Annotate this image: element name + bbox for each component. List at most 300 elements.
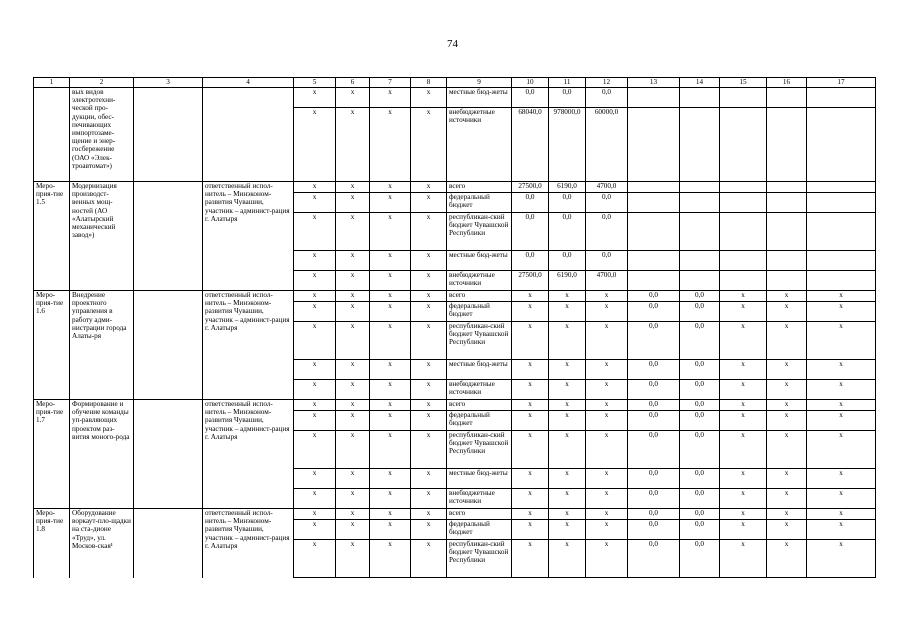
header-cell: 7	[370, 78, 411, 88]
name-cell: вых видов электротехни-ческой про-дукции, обес-печивающих импортозаме-щение и энер-госбережение (ОАО «Элек-троавтомат»)	[70, 88, 134, 182]
cell-c15: х	[720, 380, 767, 400]
cell-c7: х	[370, 291, 411, 302]
header-cell: 9	[447, 78, 512, 88]
cell-c13: 0,0	[628, 291, 680, 302]
cell-c16: х	[767, 400, 807, 411]
cell-c13: 0,0	[628, 400, 680, 411]
cell-c7: х	[370, 322, 411, 360]
cell-c17	[807, 271, 876, 291]
cell-c7: х	[370, 88, 411, 108]
cell-c11: х	[549, 302, 586, 322]
cell-c10: 0,0	[512, 213, 549, 251]
cell-c14: 0,0	[680, 360, 720, 380]
cell-c12: х	[586, 302, 628, 322]
cell-c8: х	[411, 540, 447, 578]
cell-c5: х	[294, 360, 336, 380]
cell-c10: х	[512, 400, 549, 411]
cell-c6: х	[336, 411, 370, 431]
cell-c15: х	[720, 540, 767, 578]
cell-c5: х	[294, 271, 336, 291]
cell-c6: х	[336, 489, 370, 509]
source-cell: местные бюд-жеты	[447, 251, 512, 271]
cell-c8: х	[411, 520, 447, 540]
cell-c17: х	[807, 489, 876, 509]
cell-c11: х	[549, 322, 586, 360]
term-cell	[134, 291, 203, 400]
cell-c10: х	[512, 380, 549, 400]
cell-c10: х	[512, 469, 549, 489]
cell-c8: х	[411, 302, 447, 322]
cell-c12: 4700,0	[586, 271, 628, 291]
cell-c11: х	[549, 400, 586, 411]
term-cell	[134, 182, 203, 291]
cell-c13: 0,0	[628, 431, 680, 469]
cell-c17: х	[807, 302, 876, 322]
cell-c5: х	[294, 88, 336, 108]
header-cell: 16	[767, 78, 807, 88]
cell-c5: х	[294, 302, 336, 322]
cell-c16: х	[767, 509, 807, 520]
header-cell: 4	[203, 78, 294, 88]
cell-c15: х	[720, 431, 767, 469]
cell-c13: 0,0	[628, 380, 680, 400]
cell-c14: 0,0	[680, 291, 720, 302]
cell-c12: 0,0	[586, 251, 628, 271]
cell-c6: х	[336, 182, 370, 193]
cell-c14	[680, 108, 720, 182]
cell-c7: х	[370, 108, 411, 182]
cell-c8: х	[411, 271, 447, 291]
cell-c7: х	[370, 360, 411, 380]
cell-c17: х	[807, 509, 876, 520]
cell-c8: х	[411, 88, 447, 108]
source-cell: республикан-ский бюджет Чувашской Республики	[447, 322, 512, 360]
cell-c15: х	[720, 469, 767, 489]
term-cell	[134, 509, 203, 578]
cell-c7: х	[370, 489, 411, 509]
table-row	[34, 400, 876, 411]
budget-table	[33, 77, 876, 578]
cell-c7: х	[370, 469, 411, 489]
cell-c5: х	[294, 322, 336, 360]
table-row	[34, 509, 876, 520]
cell-c6: х	[336, 509, 370, 520]
cell-c15: х	[720, 489, 767, 509]
cell-c15	[720, 213, 767, 251]
cell-c6: х	[336, 360, 370, 380]
cell-c6: х	[336, 108, 370, 182]
cell-c5: х	[294, 291, 336, 302]
cell-c6: х	[336, 520, 370, 540]
cell-c12: 0,0	[586, 88, 628, 108]
cell-c7: х	[370, 251, 411, 271]
cell-c12: х	[586, 400, 628, 411]
cell-c14: 0,0	[680, 489, 720, 509]
header-cell: 14	[680, 78, 720, 88]
cell-c10: х	[512, 291, 549, 302]
cell-c7: х	[370, 193, 411, 213]
cell-c14: 0,0	[680, 520, 720, 540]
cell-c5: х	[294, 520, 336, 540]
cell-c17: х	[807, 360, 876, 380]
cell-c12: х	[586, 291, 628, 302]
cell-c8: х	[411, 213, 447, 251]
term-cell	[134, 88, 203, 182]
cell-c14: 0,0	[680, 540, 720, 578]
cell-c7: х	[370, 302, 411, 322]
cell-c16: х	[767, 360, 807, 380]
cell-c16: х	[767, 469, 807, 489]
page-number: 74	[447, 38, 458, 50]
cell-c6: х	[336, 469, 370, 489]
cell-c14	[680, 251, 720, 271]
cell-c15	[720, 271, 767, 291]
cell-c11: 6190,0	[549, 271, 586, 291]
cell-c11: х	[549, 431, 586, 469]
cell-c15	[720, 88, 767, 108]
cell-c7: х	[370, 271, 411, 291]
cell-c13: 0,0	[628, 302, 680, 322]
cell-c7: х	[370, 520, 411, 540]
cell-c11: 0,0	[549, 88, 586, 108]
cell-c8: х	[411, 469, 447, 489]
cell-c7: х	[370, 431, 411, 469]
measure-name: Модернизация производст-венных мощ-ностей (АО «Алатырский механический завод»)	[70, 182, 134, 291]
cell-c8: х	[411, 193, 447, 213]
source-cell: федеральный бюджет	[447, 411, 512, 431]
cell-c10: 0,0	[512, 88, 549, 108]
cell-c13	[628, 108, 680, 182]
cell-c7: х	[370, 509, 411, 520]
cell-c11: 978000,0	[549, 108, 586, 182]
executor-cell: ответственный испол-нитель – Минэконом-развития Чувашии, участник – админист-рация г. Алатыря	[203, 182, 294, 291]
cell-c14: 0,0	[680, 411, 720, 431]
cell-c6: х	[336, 88, 370, 108]
header-cell: 1	[34, 78, 70, 88]
cell-c6: х	[336, 431, 370, 469]
cell-c16: х	[767, 380, 807, 400]
table-row	[34, 182, 876, 193]
cell-c10: 0,0	[512, 193, 549, 213]
cell-c14: 0,0	[680, 400, 720, 411]
measure-name: Формирование и обучение команды уп-равляющих проектом раз-вития моного-рода	[70, 400, 134, 509]
cell-c14	[680, 193, 720, 213]
measure-name: Оборудование воркаут-пло-щадки на ста-дионе «Труд», ул. Москов-ская¹	[70, 509, 134, 578]
cell-c17: х	[807, 400, 876, 411]
cell-c17: х	[807, 540, 876, 578]
cell-c13: 0,0	[628, 509, 680, 520]
cell-c16: х	[767, 520, 807, 540]
source-cell: внебюджетные источники	[447, 271, 512, 291]
cell-c15	[720, 193, 767, 213]
cell-c12: х	[586, 322, 628, 360]
cell-c16: х	[767, 540, 807, 578]
cell-c11: х	[549, 520, 586, 540]
cell-c5: х	[294, 193, 336, 213]
source-cell: местные бюд-жеты	[447, 469, 512, 489]
code-cell	[34, 88, 70, 182]
source-cell: всего	[447, 400, 512, 411]
cell-c14: 0,0	[680, 380, 720, 400]
cell-c12: х	[586, 509, 628, 520]
cell-c10: х	[512, 520, 549, 540]
cell-c16	[767, 251, 807, 271]
measure-code: Меро-прия-тие 1.6	[34, 291, 70, 400]
cell-c5: х	[294, 213, 336, 251]
cell-c12: х	[586, 469, 628, 489]
cell-c17: х	[807, 411, 876, 431]
cell-c8: х	[411, 509, 447, 520]
cell-c8: х	[411, 400, 447, 411]
cell-c17: х	[807, 520, 876, 540]
cell-c10: х	[512, 509, 549, 520]
header-cell: 12	[586, 78, 628, 88]
cell-c10: 27500,0	[512, 182, 549, 193]
cell-c8: х	[411, 360, 447, 380]
cell-c17: х	[807, 431, 876, 469]
source-cell: внебюджетные источники	[447, 380, 512, 400]
cell-c17	[807, 88, 876, 108]
source-cell: местные бюд-жеты	[447, 360, 512, 380]
executor-cell: ответственный испол-нитель – Минэконом-развития Чувашии, участник – админист-рация г. Алатыря	[203, 400, 294, 509]
cell-c8: х	[411, 380, 447, 400]
header-cell: 8	[411, 78, 447, 88]
cell-c6: х	[336, 322, 370, 360]
cell-c12: х	[586, 360, 628, 380]
cell-c14	[680, 88, 720, 108]
cell-c15: х	[720, 322, 767, 360]
source-cell: республикан-ский бюджет Чувашской Республики	[447, 431, 512, 469]
cell-c5: х	[294, 108, 336, 182]
cell-c16: х	[767, 302, 807, 322]
cell-c16: х	[767, 411, 807, 431]
executor-cell	[203, 88, 294, 182]
source-cell: федеральный бюджет	[447, 520, 512, 540]
cell-c13: 0,0	[628, 411, 680, 431]
cell-c17	[807, 213, 876, 251]
cell-c15: х	[720, 291, 767, 302]
cell-c15	[720, 182, 767, 193]
cell-c6: х	[336, 251, 370, 271]
cell-c10: 27500,0	[512, 271, 549, 291]
cell-c8: х	[411, 108, 447, 182]
executor-cell: ответственный испол-нитель – Минэконом-развития Чувашии, участник – админист-рация г. Алатыря	[203, 509, 294, 578]
cell-c5: х	[294, 380, 336, 400]
cell-c15: х	[720, 411, 767, 431]
cell-c8: х	[411, 291, 447, 302]
source-cell: всего	[447, 182, 512, 193]
measure-code: Меро-прия-тие 1.5	[34, 182, 70, 291]
cell-c10: х	[512, 540, 549, 578]
measure-name: Внедрение проектного управления в работу адми-нистрации города Алаты-ря	[70, 291, 134, 400]
header-cell: 5	[294, 78, 336, 88]
cell-c17	[807, 182, 876, 193]
cell-c8: х	[411, 251, 447, 271]
cell-c6: х	[336, 400, 370, 411]
cell-c17: х	[807, 380, 876, 400]
cell-c16: х	[767, 322, 807, 360]
header-row	[34, 78, 876, 88]
cell-c17	[807, 108, 876, 182]
cell-c6: х	[336, 271, 370, 291]
cell-c5: х	[294, 431, 336, 469]
source-cell: федеральный бюджет	[447, 193, 512, 213]
cell-c10: х	[512, 360, 549, 380]
cell-c14: 0,0	[680, 431, 720, 469]
cell-c12: х	[586, 431, 628, 469]
cell-c8: х	[411, 411, 447, 431]
cell-c10: х	[512, 302, 549, 322]
cell-c5: х	[294, 509, 336, 520]
cell-c6: х	[336, 380, 370, 400]
cell-c8: х	[411, 489, 447, 509]
executor-cell: ответственный испол-нитель – Минэконом-развития Чувашии, участник – админист-рация г. Алатыря	[203, 291, 294, 400]
source-cell: местные бюд-жеты	[447, 88, 512, 108]
cell-c7: х	[370, 182, 411, 193]
cell-c8: х	[411, 431, 447, 469]
cell-c13: 0,0	[628, 360, 680, 380]
header-cell: 17	[807, 78, 876, 88]
header-cell: 3	[134, 78, 203, 88]
cell-c11: х	[549, 291, 586, 302]
header-cell: 15	[720, 78, 767, 88]
cell-c11: х	[549, 540, 586, 578]
cell-c10: х	[512, 411, 549, 431]
cell-c17: х	[807, 469, 876, 489]
cell-c13: 0,0	[628, 520, 680, 540]
cell-c13	[628, 271, 680, 291]
source-cell: внебюджетные источники	[447, 108, 512, 182]
cell-c5: х	[294, 400, 336, 411]
cell-c12: х	[586, 489, 628, 509]
measure-code: Меро-прия-тие 1.8	[34, 509, 70, 578]
cell-c10: х	[512, 322, 549, 360]
cell-c13	[628, 182, 680, 193]
cell-c5: х	[294, 182, 336, 193]
cell-c10: х	[512, 431, 549, 469]
cell-c14: 0,0	[680, 469, 720, 489]
header-cell: 13	[628, 78, 680, 88]
cell-c10: 0,0	[512, 251, 549, 271]
cell-c8: х	[411, 182, 447, 193]
cell-c7: х	[370, 411, 411, 431]
cell-c13	[628, 213, 680, 251]
cell-c14	[680, 182, 720, 193]
cell-c13: 0,0	[628, 322, 680, 360]
cell-c12: х	[586, 540, 628, 578]
cell-c11: х	[549, 360, 586, 380]
cell-c15	[720, 108, 767, 182]
cell-c17	[807, 193, 876, 213]
cell-c13	[628, 251, 680, 271]
cell-c10: 68040,0	[512, 108, 549, 182]
cell-c7: х	[370, 540, 411, 578]
cell-c5: х	[294, 540, 336, 578]
source-cell: федеральный бюджет	[447, 302, 512, 322]
cell-c6: х	[336, 213, 370, 251]
table-row	[34, 88, 876, 108]
cell-c12: 0,0	[586, 193, 628, 213]
cell-c13: 0,0	[628, 489, 680, 509]
cell-c17: х	[807, 291, 876, 302]
cell-c12: х	[586, 380, 628, 400]
cell-c12: х	[586, 411, 628, 431]
cell-c16: х	[767, 489, 807, 509]
cell-c15: х	[720, 509, 767, 520]
cell-c10: х	[512, 489, 549, 509]
cell-c16	[767, 271, 807, 291]
cell-c8: х	[411, 322, 447, 360]
cell-c17: х	[807, 322, 876, 360]
cell-c6: х	[336, 540, 370, 578]
cell-c15	[720, 251, 767, 271]
cell-c17	[807, 251, 876, 271]
source-cell: республикан-ский бюджет Чувашской Республики	[447, 213, 512, 251]
cell-c16: х	[767, 431, 807, 469]
cell-c16	[767, 182, 807, 193]
cell-c13	[628, 88, 680, 108]
term-cell	[134, 400, 203, 509]
cell-c11: 6190,0	[549, 182, 586, 193]
cell-c11: х	[549, 380, 586, 400]
table-row	[34, 291, 876, 302]
cell-c15: х	[720, 360, 767, 380]
cell-c12: х	[586, 520, 628, 540]
header-cell: 2	[70, 78, 134, 88]
header-cell: 11	[549, 78, 586, 88]
cell-c16	[767, 108, 807, 182]
cell-c11: 0,0	[549, 213, 586, 251]
cell-c12: 0,0	[586, 213, 628, 251]
source-cell: республикан-ский бюджет Чувашской Республики	[447, 540, 512, 578]
cell-c11: х	[549, 509, 586, 520]
cell-c6: х	[336, 193, 370, 213]
cell-c16	[767, 193, 807, 213]
source-cell: всего	[447, 291, 512, 302]
cell-c16: х	[767, 291, 807, 302]
header-cell: 10	[512, 78, 549, 88]
cell-c16	[767, 213, 807, 251]
cell-c7: х	[370, 213, 411, 251]
header-cell: 6	[336, 78, 370, 88]
cell-c7: х	[370, 380, 411, 400]
cell-c12: 60000,0	[586, 108, 628, 182]
cell-c16	[767, 88, 807, 108]
source-cell: внебюджетные источники	[447, 489, 512, 509]
cell-c7: х	[370, 400, 411, 411]
cell-c5: х	[294, 251, 336, 271]
cell-c5: х	[294, 411, 336, 431]
cell-c15: х	[720, 400, 767, 411]
cell-c14	[680, 271, 720, 291]
cell-c14: 0,0	[680, 509, 720, 520]
cell-c15: х	[720, 302, 767, 322]
cell-c11: х	[549, 411, 586, 431]
cell-c13: 0,0	[628, 469, 680, 489]
cell-c11: 0,0	[549, 193, 586, 213]
cell-c15: х	[720, 520, 767, 540]
cell-c14: 0,0	[680, 322, 720, 360]
cell-c14	[680, 213, 720, 251]
cell-c13	[628, 193, 680, 213]
source-cell: всего	[447, 509, 512, 520]
cell-c5: х	[294, 489, 336, 509]
cell-c14: 0,0	[680, 302, 720, 322]
cell-c12: 4700,0	[586, 182, 628, 193]
cell-c11: 0,0	[549, 251, 586, 271]
cell-c11: х	[549, 469, 586, 489]
cell-c13: 0,0	[628, 540, 680, 578]
